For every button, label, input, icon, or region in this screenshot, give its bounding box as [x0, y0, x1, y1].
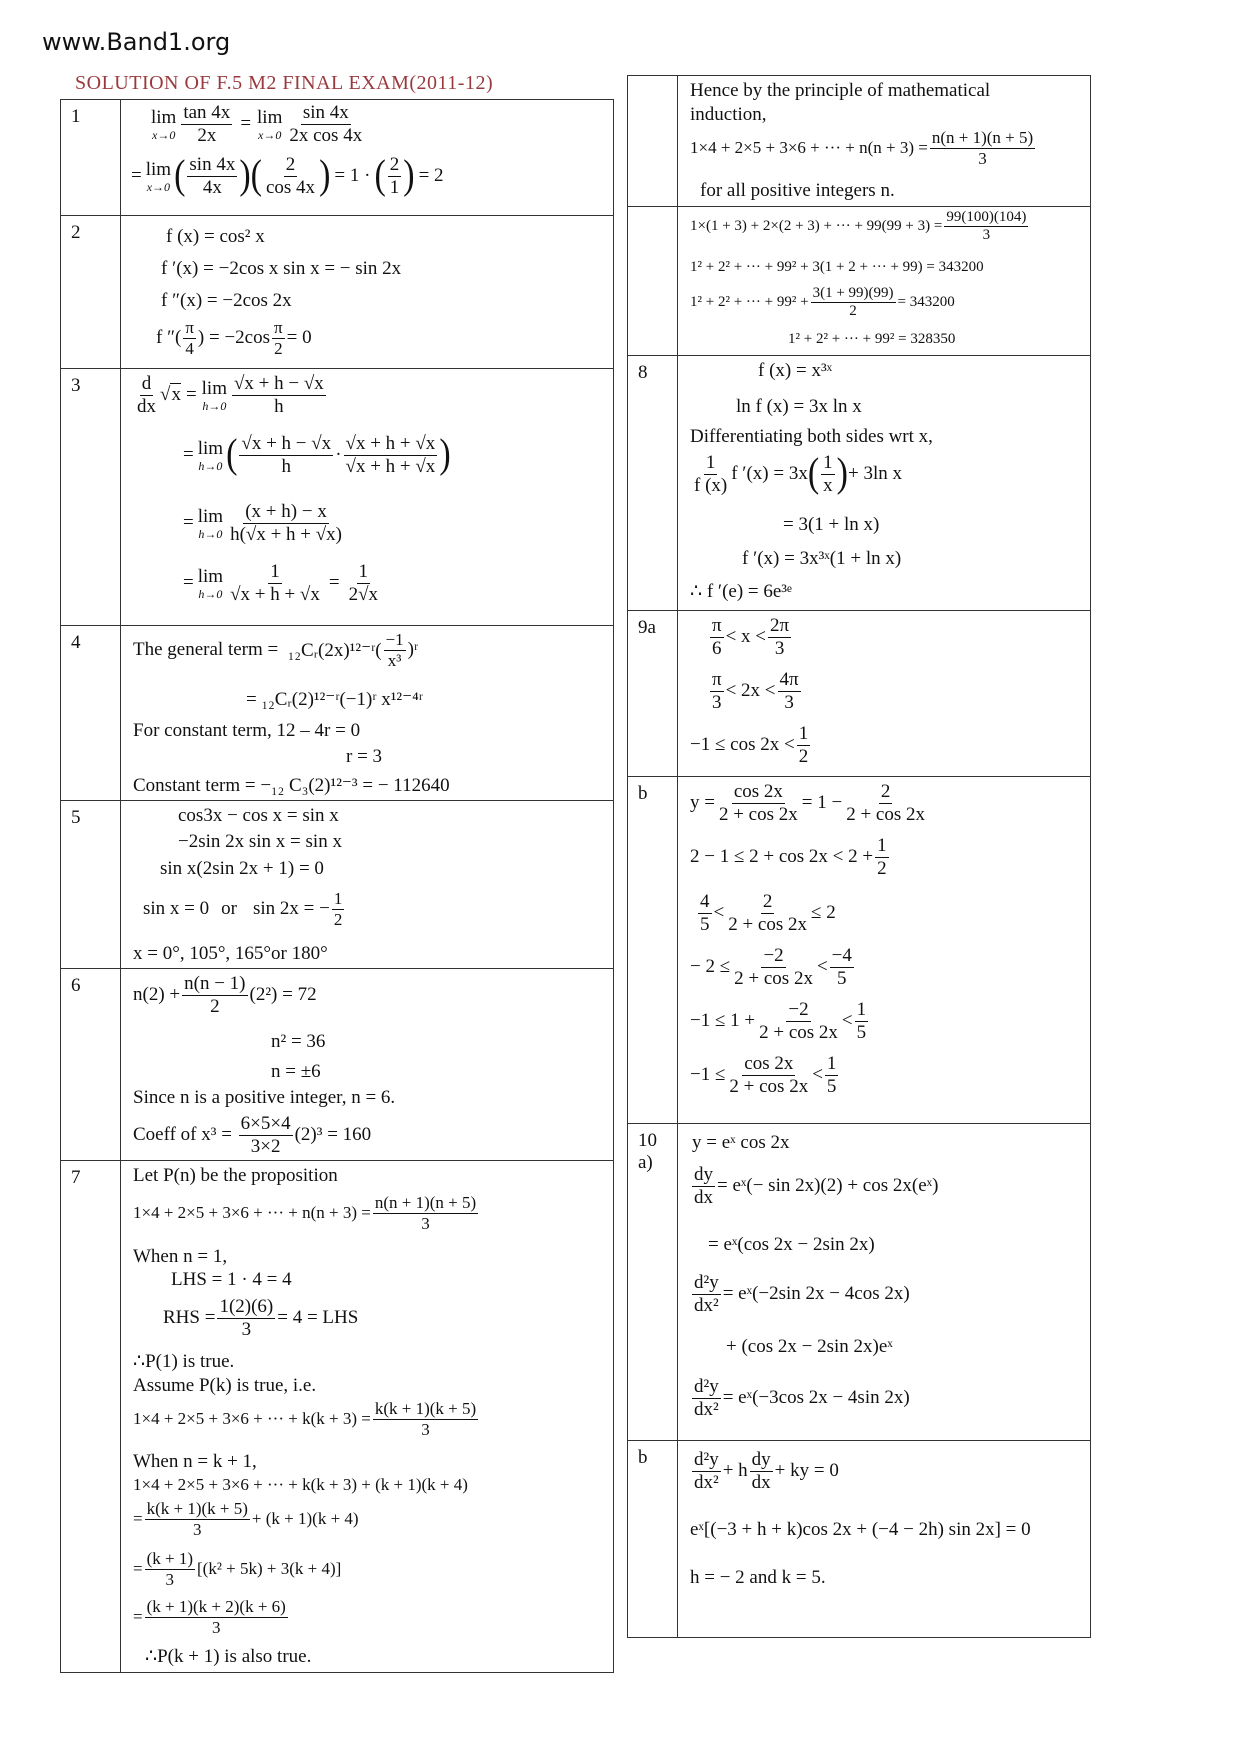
- math-line: h = − 2 and k = 5.: [690, 1567, 826, 1588]
- math-line: f ′(x) = 3x³ˣ(1 + ln x): [742, 548, 902, 569]
- math-line: 1×4 + 2×5 + 3×6 + ··· + k(k + 3) = $\frac{k(k + 1)(k + 5)}{3}$: [133, 1399, 477, 1439]
- text-line: ∴P(k + 1) is also true.: [145, 1646, 312, 1667]
- math-line: ln f (x) = 3x ln x: [736, 396, 862, 417]
- question-number-main: 10: [638, 1130, 657, 1151]
- math-line: Constant term = −₁₂ C₃(2)¹²⁻³ = − 112640: [133, 775, 450, 796]
- solution-row-q6: [61, 969, 614, 1161]
- math-line: y = eˣ cos 2x: [692, 1132, 790, 1153]
- math-line: 1² + 2² + ··· + 99² = 328350: [788, 331, 956, 347]
- math-line: 1² + 2² + ··· + 99² + $\frac{3(1 + 99)(99)}{2}$ = 343200: [690, 285, 955, 320]
- math-line: d dx √x = lim h→0 √x + h − √x h: [137, 373, 324, 417]
- math-line: 1 f (x) f ′(x) = 3x ( 1 x ) + 3ln x: [694, 451, 902, 496]
- math-line: n = ±6: [271, 1061, 321, 1082]
- math-line: 1×4 + 2×5 + 3×6 + ··· + n(n + 3) = $\frac{n(n + 1)(n + 5)}{3}$: [690, 128, 1034, 168]
- text-line: Since n is a positive integer, n = 6.: [133, 1087, 396, 1108]
- math-line: = 3(1 + ln x): [783, 514, 880, 535]
- math-line: 2 − 1 ≤ 2 + cos 2x < 2 + $\frac{1}{2}$: [690, 835, 887, 879]
- solution-row-q8: [628, 356, 1091, 611]
- solution-row-q9b: [628, 777, 1091, 1124]
- math-line: $\frac{\text{d²y}}{\text{dx²}}$ = eˣ(−2sin 2x − 4cos 2x): [694, 1272, 910, 1316]
- question-number: [628, 207, 678, 356]
- math-line: = lim h→0 (x + h) − x h(√x + h + √x): [183, 501, 343, 545]
- math-line: sin x(2sin 2x + 1) = 0: [160, 858, 324, 879]
- solution-table-left: [60, 99, 614, 1673]
- math-line: x = 0°, 105°, 165°or 180°: [133, 943, 328, 964]
- math-line: cos3x − cos x = sin x: [178, 805, 339, 826]
- math-line: f (x) = x³ˣ: [758, 360, 833, 381]
- math-line: π 3 < 2x < 4π 3: [712, 669, 799, 713]
- math-line: sin x = 0 or sin 2x = − $\frac{1}{2}$: [143, 889, 343, 929]
- math-line: 1×4 + 2×5 + 3×6 + ··· + n(n + 3) = $\frac{n(n + 1)(n + 5)}{3}$: [133, 1193, 477, 1233]
- question-number: 2: [61, 216, 121, 369]
- math-line: 1² + 2² + ··· + 99² + 3(1 + 2 + ··· + 99) = 343200: [690, 259, 984, 275]
- solution-row-q7-part2: [628, 207, 1091, 356]
- math-line: f (x) = cos² x: [166, 226, 265, 247]
- solution-row-q2: [61, 216, 614, 369]
- math-line: = $\frac{k(k + 1)(k + 5)}{3}$ + (k + 1)(k + 4): [133, 1499, 359, 1539]
- question-number: 1: [61, 100, 121, 216]
- math-line: n² = 36: [271, 1031, 326, 1052]
- solution-row-q7: [61, 1161, 614, 1673]
- math-line: RHS = $\frac{1(2)(6)}{3}$ = 4 = LHS: [163, 1296, 359, 1340]
- question-number: 4: [61, 626, 121, 801]
- text-line: For constant term, 12 – 4r = 0: [133, 720, 361, 741]
- question-number: [628, 76, 678, 207]
- site-watermark[interactable]: www.Band1.org: [42, 28, 231, 56]
- math-line: −2sin 2x sin x = sin x: [178, 831, 342, 852]
- math-line: 4 5 < $\frac{2}{2 + \cos 2x}$ ≤ 2: [700, 891, 836, 935]
- math-line: = lim x→0 ( sin 4x 4x ) ( 2 cos 4x ) = 1 · ( 2 1 ) = 2: [131, 153, 444, 198]
- math-line: π 6 < x < 2π 3: [712, 615, 790, 659]
- math-line: n(2) + $\frac{n(n - 1)}{2}$ (2²) = 72: [133, 973, 317, 1017]
- math-line: Coeff of x³ = $\frac{6\times 5\times 4}{3\times 2}$ (2)³ = 160: [133, 1113, 372, 1157]
- math-line: 1×(1 + 3) + 2×(2 + 3) + ··· + 99(99 + 3) = $\frac{99(100)(104)}{3}$: [690, 209, 1027, 244]
- text-line: for all positive integers n.: [700, 180, 895, 201]
- math-line: + (cos 2x − 2sin 2x)eˣ: [726, 1336, 893, 1357]
- question-number: 9a: [628, 611, 678, 777]
- solution-row-q10a: [628, 1124, 1091, 1441]
- math-line: eˣ[(−3 + h + k)cos 2x + (−4 − 2h) sin 2x] = 0: [690, 1519, 1031, 1540]
- solution-row-q7-cont: [628, 76, 1091, 207]
- question-number-part: a): [638, 1152, 653, 1173]
- math-line: $\frac{\text{d²y}}{\text{dx²}}$ = eˣ(−3cos 2x − 4sin 2x): [694, 1376, 910, 1420]
- math-line: $\frac{dy}{dx}$ = eˣ(− sin 2x)(2) + cos 2x(eˣ): [694, 1164, 939, 1208]
- math-line: f ′(x) = −2cos x sin x = − sin 2x: [161, 258, 402, 279]
- math-line: r = 3: [346, 746, 383, 767]
- question-number: 7: [61, 1161, 121, 1673]
- question-number: 3: [61, 369, 121, 626]
- page-title: SOLUTION OF F.5 M2 FINAL EXAM(2011-12): [75, 72, 494, 94]
- text-line: induction,: [690, 104, 767, 125]
- solution-row-q1: [61, 100, 614, 216]
- question-number: [628, 1124, 678, 1441]
- solution-table-right: [627, 75, 1091, 1638]
- math-line: = ₁₂Cᵣ(2)¹²⁻ʳ(−1)ʳ x¹²⁻⁴ʳ: [246, 689, 423, 710]
- solution-row-q3: [61, 369, 614, 626]
- text-line: Hence by the principle of mathematical: [690, 80, 991, 101]
- text-line: When n = 1,: [133, 1246, 228, 1267]
- math-line: = $\frac{(k + 1)}{3}$ [(k² + 5k) + 3(k + 4)]: [133, 1549, 342, 1589]
- math-line: 1×4 + 2×5 + 3×6 + ··· + k(k + 3) + (k + 1)(k + 4): [133, 1475, 468, 1494]
- text-line: Let P(n) be the proposition: [133, 1165, 338, 1186]
- math-line: lim x→0 $\frac{\tan 4x}{2x}$ = lim x→0 sin 4x 2x cos 4x: [151, 102, 363, 146]
- solution-row-q4: [61, 626, 614, 801]
- question-number: 6: [61, 969, 121, 1161]
- math-line: f ″( π 4 ) = −2cos $\frac{\pi}{2}$ = 0: [156, 318, 312, 358]
- question-number: 8: [628, 356, 678, 611]
- math-line: = $\frac{(k + 1)(k + 2)(k + 6)}{3}$: [133, 1597, 286, 1637]
- math-line: LHS = 1 · 4 = 4: [171, 1269, 292, 1290]
- math-line: −1 ≤ $\frac{\cos 2x}{2 + \cos 2x}$ < 1 5: [690, 1053, 837, 1097]
- text-line: When n = k + 1,: [133, 1451, 257, 1472]
- math-line: The general term = ₁₂Cᵣ(2x)¹²⁻ʳ( −1 x³ )ʳ: [133, 630, 419, 670]
- question-number: b: [628, 1441, 678, 1638]
- math-line: = lim h→0 $\frac{1}{√x + h + √x}$ = $\frac{1}{2√x}$: [183, 561, 379, 605]
- math-line: y = $\frac{\cos 2x}{2 + \cos 2x}$ = 1 − $\frac{2}{2 + \cos 2x}$: [690, 781, 925, 825]
- question-number: 5: [61, 801, 121, 969]
- math-line: = eˣ(cos 2x − 2sin 2x): [708, 1234, 875, 1255]
- math-line: −1 ≤ 1 + $\frac{-2}{2 + \cos 2x}$ < 1 5: [690, 999, 867, 1043]
- math-line: d²y dx² + h dy dx + ky = 0: [694, 1449, 839, 1493]
- text-line: Assume P(k) is true, i.e.: [133, 1375, 317, 1396]
- text-line: Differentiating both sides wrt x,: [690, 426, 933, 447]
- math-line: −1 ≤ cos 2x < 1 2: [690, 723, 809, 767]
- math-line: ∴ f ′(e) = 6e³ᵉ: [690, 581, 792, 602]
- text-line: ∴P(1) is true.: [133, 1351, 235, 1372]
- math-line: f ″(x) = −2cos 2x: [161, 290, 292, 311]
- solution-row-q9a: [628, 611, 1091, 777]
- math-line: − 2 ≤ $\frac{-2}{2 + \cos 2x}$ < −4 5: [690, 945, 852, 989]
- question-number: b: [628, 777, 678, 1124]
- math-line: = lim h→0 ( √x + h − √x h · √x + h + √x √x + h + √x ): [183, 432, 451, 477]
- solution-row-q5: [61, 801, 614, 969]
- solution-row-q10b: [628, 1441, 1091, 1638]
